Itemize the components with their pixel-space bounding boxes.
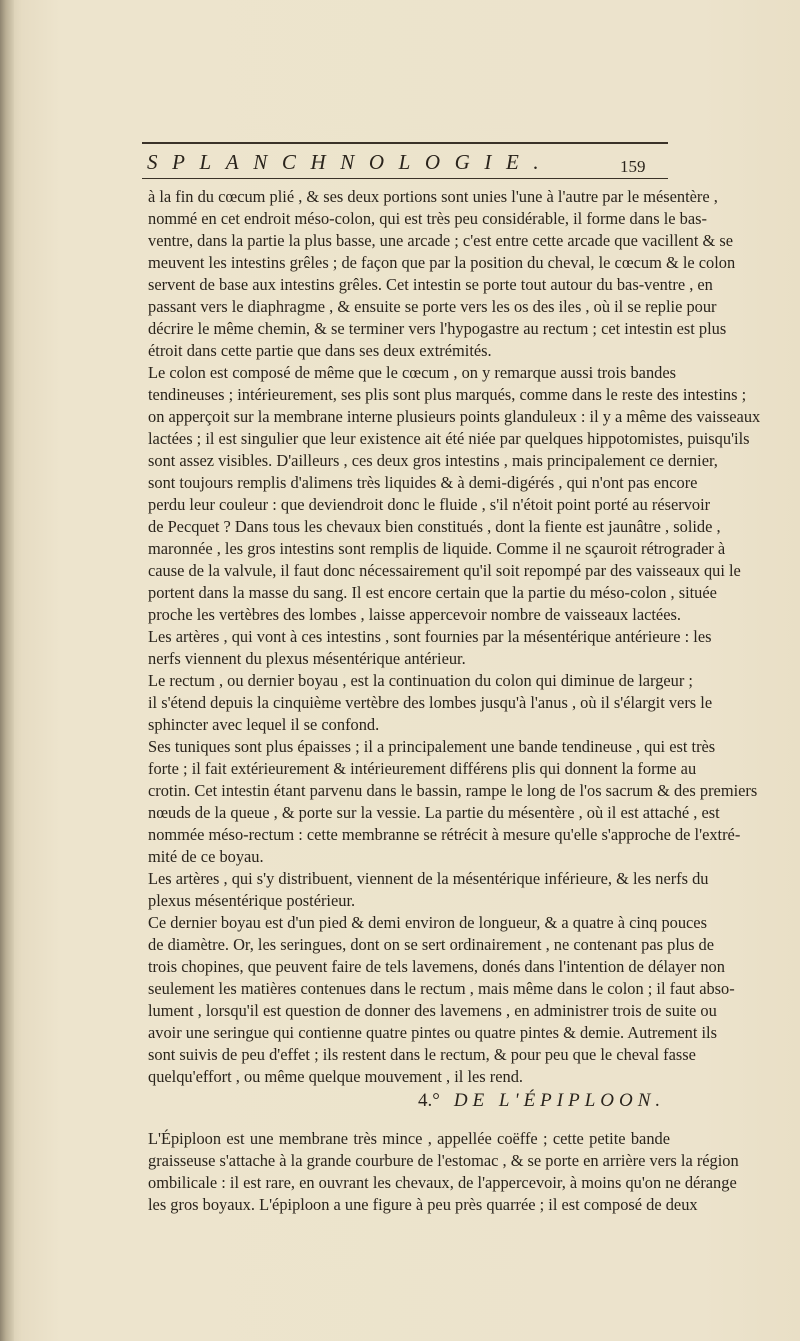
text-line: sont toujours remplis d'alimens très liquides & à demi-digérés , qui n'ont pas encore [148, 473, 698, 492]
text-line: les gros boyaux. L'épiploon a une figure à peu près quarrée ; il est composé de deux [148, 1195, 698, 1214]
section-heading [148, 1090, 670, 1112]
text-line: Le colon est composé de même que le cœcum , on y remarque aussi trois bandes [148, 363, 676, 382]
text-line: lument , lorsqu'il est question de donner des lavemens , en administrer trois de suite ou [148, 1001, 717, 1020]
text-line: maronnée , les gros intestins sont remplis de liquide. Comme il ne sçauroit rétrograder à [148, 539, 726, 558]
text-line: cause de la valvule, il faut donc nécessairement qu'il soit repompé par des vaisseaux qui le [148, 561, 741, 580]
text-line: meuvent les intestins grêles ; de façon que par la position du cheval, le cœcum & le colon [148, 253, 736, 272]
text-line: servent de base aux intestins grêles. Cet intestin se porte tout autour du bas-ventre , en [148, 275, 713, 294]
text-line: perdu leur couleur : que deviendroit donc le fluide , s'il n'étoit point porté au réservoir [148, 495, 711, 514]
text-line: ventre, dans la partie la plus basse, une arcade ; c'est entre cette arcade que vacillent & se [148, 231, 733, 250]
section-title: DE L'ÉPIPLOON. [453, 1090, 666, 1111]
text-line: passant vers le diaphragme , & ensuite se porte vers les os des iles , où il se replie pour [148, 297, 717, 316]
text-line: seulement les matières contenues dans le rectum , mais même dans le colon ; il faut abso- [148, 979, 735, 998]
text-line: Ce dernier boyau est d'un pied & demi environ de longueur, & a quatre à cinq pouces [148, 913, 707, 932]
text-line: mité de ce boyau. [148, 847, 264, 866]
text-line: crotin. Cet intestin étant parvenu dans le bassin, rampe le long de l'os sacrum & des premiers [148, 781, 758, 800]
text-line: nœuds de la queue , & porte sur la vessie. La partie du mésentère , où il est attaché , est [148, 803, 720, 822]
text-line: quelqu'effort , ou même quelque mouvement , il les rend. [148, 1067, 523, 1086]
text-line: sont assez visibles. D'ailleurs , ces deux gros intestins , mais principalement ce dernier, [148, 451, 718, 470]
text-line: Les artères , qui vont à ces intestins , sont fournies par la mésentérique antérieure : les [148, 627, 712, 646]
header-rule-top [142, 142, 668, 144]
text-line: Le rectum , ou dernier boyau , est la continuation du colon qui diminue de largeur ; [148, 671, 693, 690]
text-line: décrire le même chemin, & se terminer vers l'hypogastre au rectum ; cet intestin est plus [148, 319, 727, 338]
text-line: à la fin du cœcum plié , & ses deux portions sont unies l'une à l'autre par le mésentère , [148, 187, 718, 206]
text-line: étroit dans cette partie que dans ses deux extrémités. [148, 341, 492, 360]
text-line: on apperçoit sur la membrane interne plusieurs points glanduleux : il y a même des vaisseaux [148, 407, 761, 426]
page-number: 159 [620, 157, 646, 176]
text-line: trois chopines, que peuvent faire de tels lavemens, donés dans l'intention de délayer non [148, 957, 725, 976]
body-text [148, 186, 761, 1088]
text-line: proche les vertèbres des lombes , laisse appercevoir nombre de vaisseaux lactées. [148, 605, 681, 624]
text-line: sphincter avec lequel il se confond. [148, 715, 380, 734]
text-line: nommé en cet endroit méso-colon, qui est très peu considérable, il forme dans le bas- [148, 209, 707, 228]
header-rule-bottom [142, 178, 668, 179]
text-line: nerfs viennent du plexus mésentérique antérieur. [148, 649, 466, 668]
text-line: nommée méso-rectum : cette membranne se rétrécit à mesure qu'elle s'approche de l'extré- [148, 825, 741, 844]
text-line: L'Épiploon est une membrane très mince , appellée coëffe ; cette petite bande [148, 1129, 670, 1148]
text-line: graisseuse s'attache à la grande courbure de l'estomac , & se porte en arrière vers la région [148, 1151, 739, 1170]
section-number: 4.° [418, 1090, 440, 1111]
text-line: de Pecquet ? Dans tous les chevaux bien constitués , dont la fiente est jaunâtre , solide , [148, 517, 721, 536]
text-line: sont suivis de peu d'effet ; ils restent dans le rectum, & pour peu que le cheval fasse [148, 1045, 696, 1064]
text-line: il s'étend depuis la cinquième vertèbre des lombes jusqu'à l'anus , où il s'élargit vers le [148, 693, 713, 712]
text-line: ombilicale : il est rare, en ouvrant les chevaux, de l'appercevoir, à moins qu'on ne dérange [148, 1173, 737, 1192]
running-head: SPLANCHNOLOGIE. [147, 150, 554, 174]
text-line: Les artères , qui s'y distribuent, viennent de la mésentérique inférieure, & les nerfs du [148, 869, 709, 888]
text-line: plexus mésentérique postérieur. [148, 891, 356, 910]
text-line: forte ; il fait extérieurement & intérieurement différens plis qui donnent la forme au [148, 759, 697, 778]
text-line: portent dans la masse du sang. Il est encore certain que la partie du méso-colon , située [148, 583, 717, 602]
text-line: tendineuses ; intérieurement, ses plis sont plus marqués, comme dans le reste des intestins ; [148, 385, 747, 404]
book-spine-shadow [0, 0, 14, 1341]
section-body-text [148, 1128, 739, 1216]
text-line: de diamètre. Or, les seringues, dont on se sert ordinairement , ne contenant pas plus de [148, 935, 715, 954]
text-line: Ses tuniques sont plus épaisses ; il a principalement une bande tendineuse , qui est très [148, 737, 716, 756]
text-line: lactées ; il est singulier que leur existence ait été niée par quelques hippotomistes, puisqu'ils [148, 429, 750, 448]
text-line: avoir une seringue qui contienne quatre pintes ou quatre pintes & demie. Autrement ils [148, 1023, 717, 1042]
